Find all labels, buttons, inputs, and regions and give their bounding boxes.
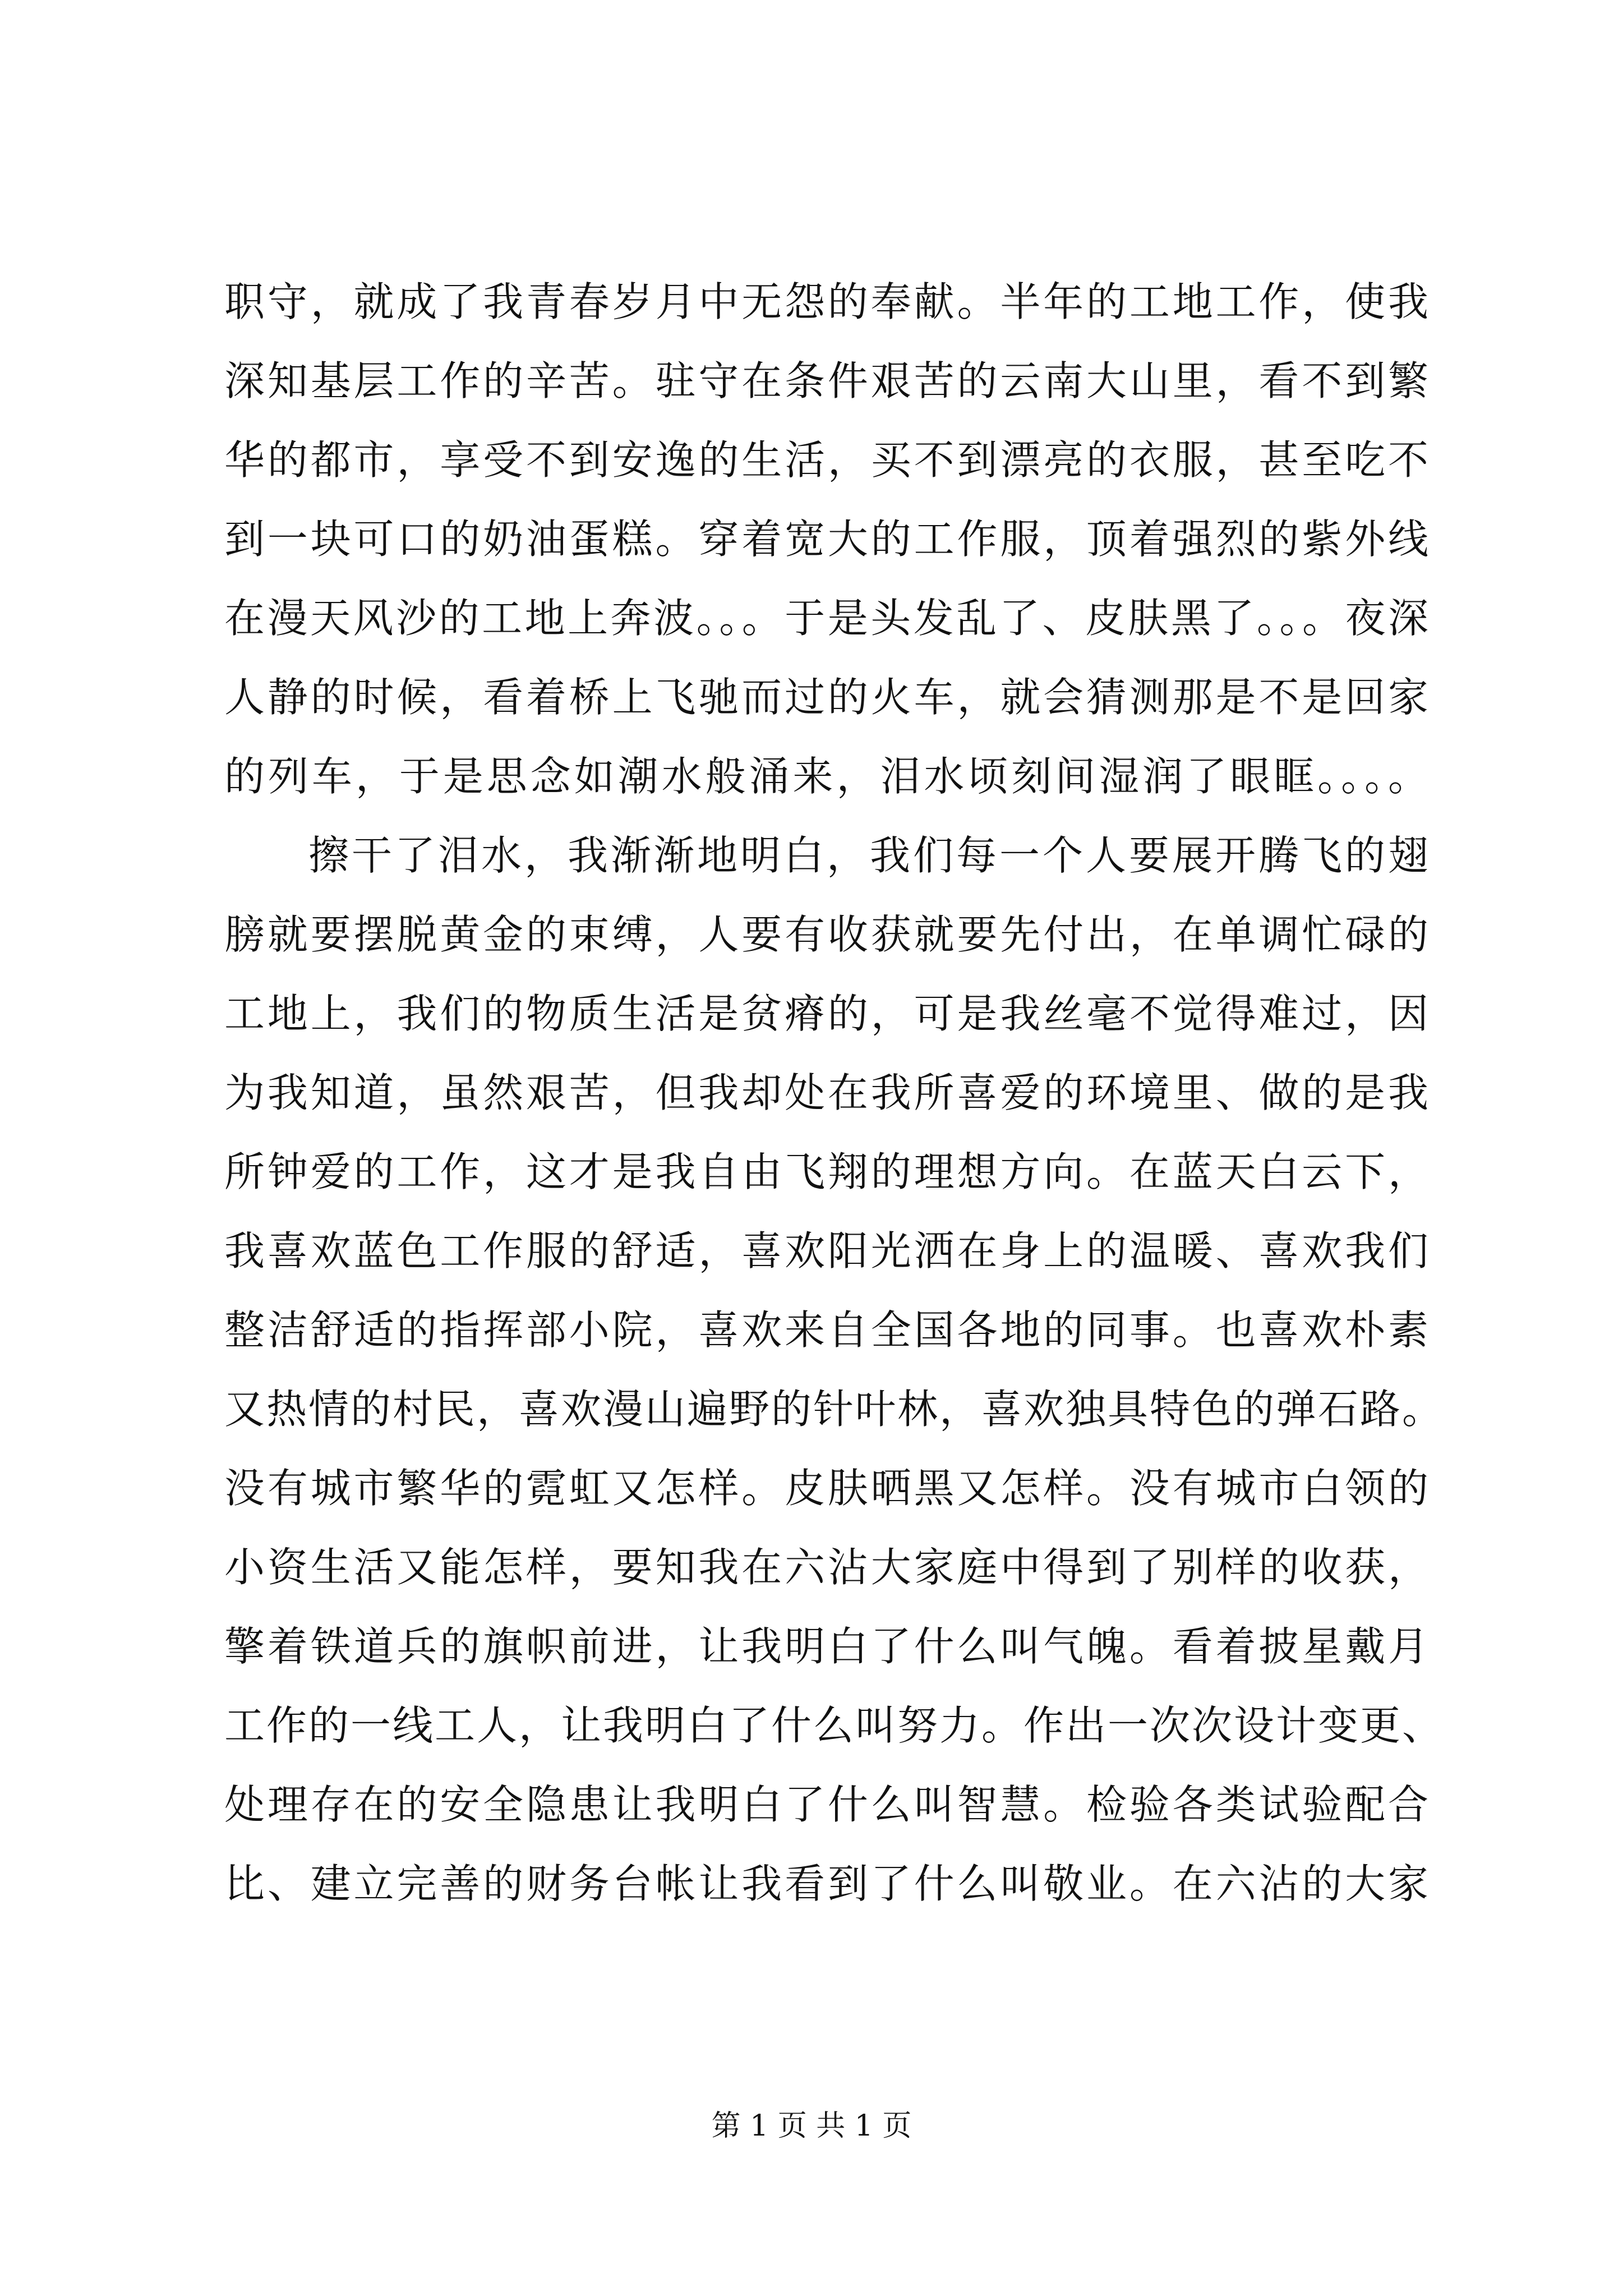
text-line: 没有城市繁华的霓虹又怎样。皮肤晒黑又怎样。没有城市白领的 [224, 1465, 1430, 1512]
text-line: 膀就要摆脱黄金的束缚，人要有收获就要先付出，在单调忙碌的 [224, 911, 1430, 958]
text-line: 人静的时候，看着桥上飞驰而过的火车，就会猜测那是不是回家 [224, 674, 1430, 721]
text-line: 整洁舒适的指挥部小院，喜欢来自全国各地的同事。也喜欢朴素 [224, 1306, 1430, 1354]
text-line: 擎着铁道兵的旗帜前进，让我明白了什么叫气魄。看着披星戴月 [224, 1623, 1430, 1670]
text-line: 深知基层工作的辛苦。驻守在条件艰苦的云南大山里，看不到繁 [224, 357, 1430, 404]
text-line: 擦干了泪水，我渐渐地明白，我们每一个人要展开腾飞的翅 [308, 832, 1430, 879]
text-line: 为我知道，虽然艰苦，但我却处在我所喜爱的环境里、做的是我 [224, 1069, 1430, 1116]
text-line: 所钟爱的工作，这才是我自由飞翔的理想方向。在蓝天白云下， [224, 1148, 1430, 1195]
text-line: 又热情的村民，喜欢漫山遍野的针叶林，喜欢独具特色的弹石路。 [224, 1386, 1445, 1433]
page-footer: 第 1 页 共 1 页 [711, 2109, 912, 2143]
text-line: 工地上，我们的物质生活是贫瘠的，可是我丝毫不觉得难过，因 [224, 990, 1430, 1037]
document-body [224, 263, 1445, 1924]
text-line: 工作的一线工人，让我明白了什么叫努力。作出一次次设计变更、 [224, 1702, 1445, 1749]
text-line: 的列车，于是思念如潮水般涌来，泪水顷刻间湿润了眼眶。。。。 [224, 753, 1430, 800]
text-line: 在漫天风沙的工地上奔波。。。于是头发乱了、皮肤黑了。。。夜深 [224, 595, 1430, 642]
text-line: 到一块可口的奶油蛋糕。穿着宽大的工作服，顶着强烈的紫外线 [224, 516, 1430, 563]
text-line: 处理存在的安全隐患让我明白了什么叫智慧。检验各类试验配合 [224, 1781, 1430, 1828]
text-line: 我喜欢蓝色工作服的舒适，喜欢阳光洒在身上的温暖、喜欢我们 [224, 1227, 1430, 1274]
text-line: 比、建立完善的财务台帐让我看到了什么叫敬业。在六沾的大家 [224, 1860, 1430, 1907]
text-line: 职守，就成了我青春岁月中无怨的奉献。半年的工地工作，使我 [224, 278, 1430, 325]
text-line: 小资生活又能怎样，要知我在六沾大家庭中得到了别样的收获， [224, 1544, 1430, 1591]
text-line: 华的都市，享受不到安逸的生活，买不到漂亮的衣服，甚至吃不 [224, 436, 1430, 484]
